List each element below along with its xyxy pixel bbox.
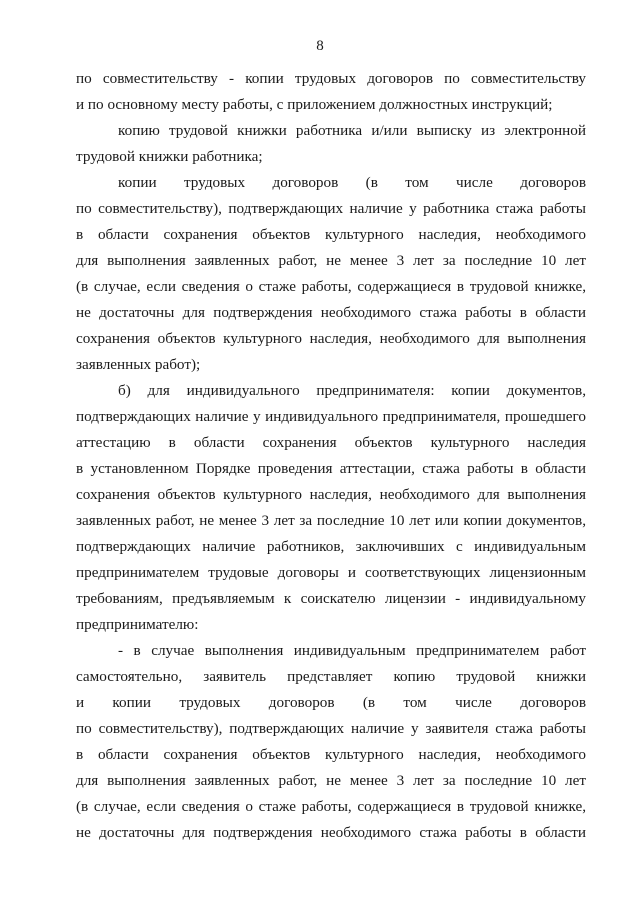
text-line: заявленных работ); — [76, 356, 201, 373]
text-line: трудовой книжки работника; — [76, 148, 263, 165]
text-line: - в случае выполнения индивидуальным предпринимателем работ — [118, 642, 586, 659]
text-line: не достаточны для подтверждения необходимого стажа работы в области — [76, 304, 586, 321]
text-line: по совместительству - копии трудовых договоров по совместительству — [76, 70, 586, 87]
text-line: сохранения объектов культурного наследия, необходимого для выполнения — [76, 486, 586, 503]
text-line: и копии трудовых договоров (в том числе договоров — [76, 694, 586, 711]
text-line: не достаточны для подтверждения необходимого стажа работы в области — [76, 824, 586, 841]
text-line: в области сохранения объектов культурного наследия, необходимого — [76, 226, 586, 243]
text-line: самостоятельно, заявитель представляет копию трудовой книжки — [76, 668, 586, 685]
text-line: подтверждающих наличие у индивидуального предпринимателя, прошедшего — [76, 408, 586, 425]
text-line: для выполнения заявленных работ, не менее 3 лет за последние 10 лет — [76, 772, 586, 789]
text-line: для выполнения заявленных работ, не менее 3 лет за последние 10 лет — [76, 252, 586, 269]
text-line: копию трудовой книжки работника и/или выписку из электронной — [118, 122, 586, 139]
text-line: по совместительству), подтверждающих наличие у работника стажа работы — [76, 200, 586, 217]
text-line: в области сохранения объектов культурного наследия, необходимого — [76, 746, 586, 763]
text-line: сохранения объектов культурного наследия, необходимого для выполнения — [76, 330, 586, 347]
text-line: аттестацию в области сохранения объектов культурного наследия — [76, 434, 586, 451]
text-line: предпринимателем трудовые договоры и соответствующих лицензионным — [76, 564, 586, 581]
text-line: (в случае, если сведения о стаже работы, содержащиеся в трудовой книжке, — [76, 798, 586, 815]
text-line: предпринимателю: — [76, 616, 199, 633]
text-line: в установленном Порядке проведения аттестации, стажа работы в области — [76, 460, 586, 477]
text-line: б) для индивидуального предпринимателя: копии документов, — [118, 382, 586, 399]
text-line: подтверждающих наличие работников, заключивших с индивидуальным — [76, 538, 586, 555]
text-line: и по основному месту работы, с приложением должностных инструкций; — [76, 96, 553, 113]
body-text — [76, 66, 586, 846]
text-line: заявленных работ, не менее 3 лет за последние 10 лет или копии документов, — [76, 512, 586, 529]
text-line: копии трудовых договоров (в том числе договоров — [118, 174, 586, 191]
text-line: требованиям, предъявляемым к соискателю лицензии - индивидуальному — [76, 590, 586, 607]
page-number: 8 — [316, 38, 324, 54]
text-line: по совместительству), подтверждающих наличие у заявителя стажа работы — [76, 720, 586, 737]
text-line: (в случае, если сведения о стаже работы, содержащиеся в трудовой книжке, — [76, 278, 586, 295]
